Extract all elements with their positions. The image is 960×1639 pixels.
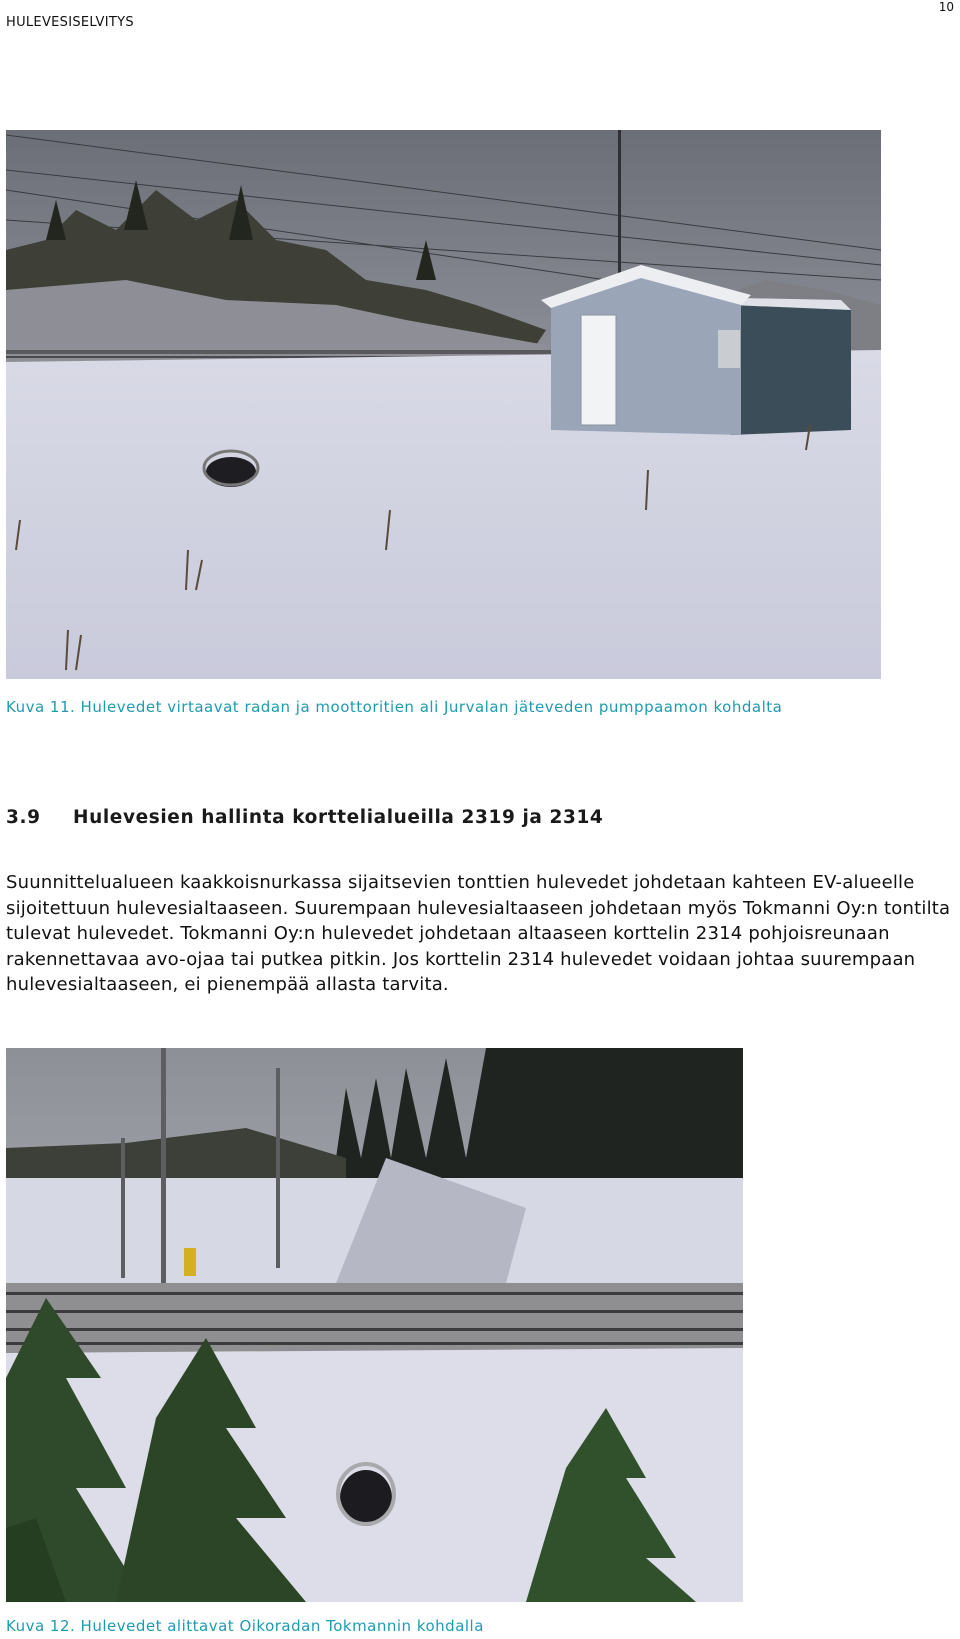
- body-paragraph: Suunnittelualueen kaakkoisnurkassa sijaitsevien tonttien hulevedet johdetaan kahteen EV-alueelle sijoitettuun hulevesialtaaseen. Suurempaan hulevesialtaaseen johdetaan myös Tokmanni Oy:n tontilta tulevat hulevedet. Tokmanni Oy:n hulevedet johdetaan altaaseen korttelin 2314 pohjoisreunaan rakennettavaa avo-ojaa tai putkea pitkin. Jos korttelin 2314 hulevedet voidaan johtaa suurempaan hulevesialtaaseen, ei pienempää allasta tarvita.: [6, 872, 951, 995]
- photo-pumping-station: [6, 130, 881, 679]
- photo-railway-culvert: [6, 1048, 743, 1602]
- section-number: 3.9: [6, 807, 41, 828]
- page-number: 10: [938, 0, 954, 14]
- running-header: HULEVESISELVITYS: [6, 15, 134, 30]
- figure-caption: Kuva 12. Hulevedet alittavat Oikoradan Tokmannin kohdalla: [6, 1617, 484, 1635]
- figure-caption: Kuva 11. Hulevedet virtaavat radan ja moottoritien ali Jurvalan jäteveden pumppaamon kohdalta: [6, 698, 783, 716]
- section-heading: [6, 807, 603, 828]
- section-title: Hulevesien hallinta korttelialueilla 2319 ja 2314: [73, 807, 604, 828]
